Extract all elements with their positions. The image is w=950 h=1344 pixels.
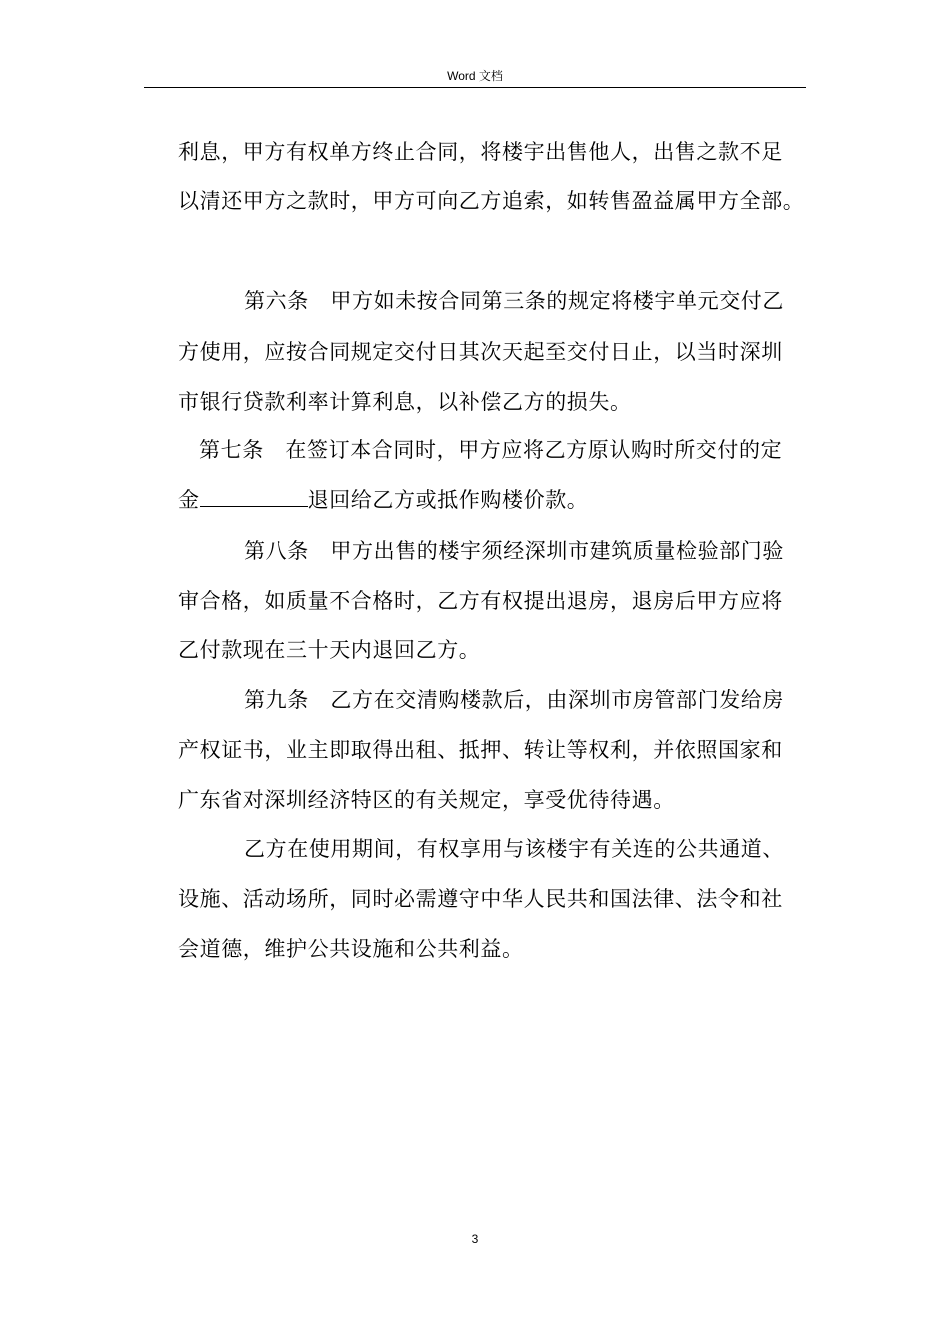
page-number: 3	[471, 1232, 479, 1246]
text-line: 产权证书，业主即取得出租、抵押、转让等权利，并依照国家和	[178, 738, 783, 762]
text-line: 第六条 甲方如未按合同第三条的规定将楼宇单元交付乙	[244, 289, 784, 313]
text-segment: 金	[178, 488, 200, 512]
page-header-rule	[144, 87, 806, 88]
text-line: 乙方在使用期间，有权享用与该楼宇有关连的公共通道、	[244, 837, 784, 861]
text-line: 设施、活动场所，同时必需遵守中华人民共和国法律、法令和社	[178, 887, 783, 911]
text-line	[178, 487, 588, 513]
text-line: 广东省对深圳经济特区的有关规定，享受优待待遇。	[178, 788, 675, 812]
text-line: 市银行贷款利率计算利息，以补偿乙方的损失。	[178, 390, 632, 414]
text-line: 方使用，应按合同规定交付日其次天起至交付日止，以当时深圳	[178, 340, 783, 364]
fill-in-blank	[200, 488, 308, 507]
text-line: 以清还甲方之款时，甲方可向乙方追索，如转售盈益属甲方全部。	[178, 189, 805, 213]
text-line: 第九条 乙方在交清购楼款后，由深圳市房管部门发给房	[244, 688, 784, 712]
text-line: 乙付款现在三十天内退回乙方。	[178, 638, 481, 662]
text-segment: 退回给乙方或抵作购楼价款。	[307, 488, 589, 512]
text-line: 第八条 甲方出售的楼宇须经深圳市建筑质量检验部门验	[244, 539, 784, 563]
text-line: 审合格，如质量不合格时，乙方有权提出退房，退房后甲方应将	[178, 589, 783, 613]
text-line: 会道德，维护公共设施和公共利益。	[178, 937, 524, 961]
page-header-title: Word 文档	[447, 69, 503, 83]
text-line: 利息，甲方有权单方终止合同，将楼宇出售他人，出售之款不足	[178, 140, 783, 164]
text-line: 第七条 在签订本合同时，甲方应将乙方原认购时所交付的定	[199, 438, 783, 462]
